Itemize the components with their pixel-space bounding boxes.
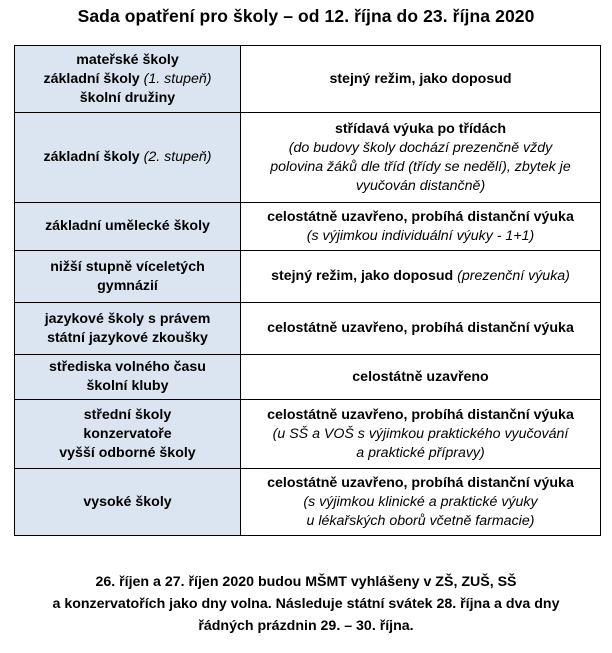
table-row: [15, 251, 601, 303]
measure-status: střídavá výuka po třídách: [334, 120, 507, 137]
school-type-line: školní družiny: [79, 89, 176, 106]
school-type-line: [21, 148, 234, 167]
measure-cell: [241, 400, 601, 469]
measure-status: celostátně uzavřeno: [352, 368, 489, 385]
measure-cell: [241, 469, 601, 536]
holiday-notice-line: a konzervatořích jako dny volna. Následuje státní svátek 28. října a dva dny: [52, 596, 560, 612]
school-type-cell: [15, 251, 241, 303]
document-title: Sada opatření pro školy – od 12. října do 23. října 2020: [77, 6, 535, 26]
school-type-cell: [15, 355, 241, 400]
school-type-line: střediska volného času: [49, 359, 206, 375]
measure-status: celostátně uzavřeno, probíhá distanční výuka: [267, 474, 574, 491]
school-type-line: mateřské školy: [76, 51, 179, 68]
measure-cell: [241, 355, 601, 400]
measure-status: stejný režim, jako doposud: [271, 268, 458, 284]
school-type-line: nižší stupně víceletých: [50, 258, 205, 275]
table-row: [15, 203, 601, 251]
measure-cell: [241, 251, 601, 303]
measure-status: celostátně uzavřeno, probíhá distanční výuka: [267, 320, 574, 336]
school-type-line: [21, 70, 234, 89]
table-row: [15, 46, 601, 113]
table-row: [15, 355, 601, 400]
measure-cell: [241, 113, 601, 203]
measure-cell: [241, 46, 601, 113]
measure-status: celostátně uzavřeno, probíhá distanční výuka: [267, 208, 574, 225]
measure-note: (s výjimkou klinické a praktické výuky: [303, 493, 538, 510]
measure-note: vyučován distančně): [355, 177, 486, 194]
measure-note: a praktické přípravy): [356, 444, 485, 461]
measure-note: (do budovy školy dochází prezenčně vždy: [288, 139, 553, 156]
school-type-line: vysoké školy: [83, 493, 172, 510]
measures-table: [14, 45, 601, 536]
school-type-line: gymnázií: [97, 277, 158, 294]
holiday-notice-line: řádných prázdnin 29. – 30. října.: [198, 618, 414, 634]
school-type-line: konzervatoře: [83, 425, 172, 442]
school-type-cell: [15, 203, 241, 251]
table-row: [15, 303, 601, 355]
school-type-note: (1. stupeň): [143, 70, 212, 87]
school-type-cell: [15, 400, 241, 469]
school-type-cell: [15, 469, 241, 536]
school-type-line: vyšší odborné školy: [59, 444, 196, 461]
table-row: [15, 400, 601, 469]
school-type-cell: [15, 46, 241, 113]
measure-note: u lékařských oborů včetně farmacie): [306, 512, 535, 529]
measure-cell: [241, 303, 601, 355]
table-row: [15, 469, 601, 536]
measure-cell: [241, 203, 601, 251]
school-type-line: střední školy: [83, 406, 172, 423]
measure-status: celostátně uzavřeno, probíhá distanční výuka: [267, 406, 574, 423]
holiday-notice: [0, 571, 612, 637]
school-type-note: (2. stupeň): [143, 149, 212, 165]
school-type-line: státní jazykové zkoušky: [47, 329, 208, 346]
school-type-line: školní kluby: [86, 378, 169, 394]
holiday-notice-line: 26. říjen a 27. říjen 2020 budou MŠMT vyhlášeny v ZŠ, ZUŠ, SŠ: [95, 574, 517, 590]
table-row: [15, 113, 601, 203]
school-type-line: základní umělecké školy: [45, 218, 210, 234]
school-type-cell: [15, 303, 241, 355]
school-type-line: jazykové školy s právem: [44, 310, 211, 327]
measure-line: [247, 267, 594, 286]
measure-note: (prezenční výuka): [457, 268, 570, 284]
school-type-cell: [15, 113, 241, 203]
measure-status: stejný režim, jako doposud: [329, 70, 512, 87]
measure-note: (u SŠ a VOŠ s výjimkou praktického vyučování: [272, 425, 569, 442]
measure-note: polovina žáků dle tříd (třídy se nedělí), zbytek je: [270, 158, 571, 175]
school-type-text: základní školy: [43, 149, 144, 165]
measure-note: (s výjimkou individuální výuky - 1+1): [306, 227, 535, 244]
school-type-text: základní školy: [43, 70, 144, 87]
